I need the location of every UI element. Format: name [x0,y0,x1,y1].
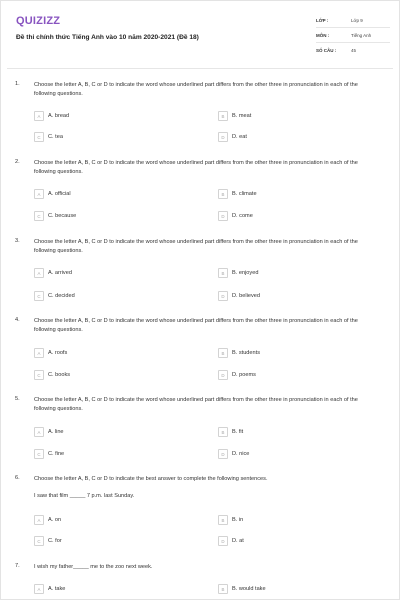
meta-row-class [316,13,390,28]
question-number: 7. [15,563,20,569]
option-d[interactable] [218,370,256,380]
option-text: A. arrived [48,270,72,276]
meta-key: LỚP : [316,17,329,23]
option-letter-box: A [34,189,44,199]
option-letter-box: A [34,111,44,121]
option-text: C. books [48,372,71,378]
option-text: A. line [48,429,64,435]
option-letter-box: B [218,348,228,358]
option-text: D. eat [232,134,247,140]
option-text: B. enjoyed [232,270,259,276]
option-a[interactable] [34,111,69,121]
option-text: A. bread [48,113,70,119]
question-number: 4. [15,317,20,323]
option-b[interactable] [218,584,266,594]
question-number: 6. [15,475,20,481]
option-c[interactable] [34,449,64,459]
option-text: D. come [232,213,253,219]
question-text: Choose the letter A, B, C or D to indicate the word whose underlined part differs from the other three in pronunciation in each of the following questions. [34,160,358,175]
question-text: Choose the letter A, B, C or D to indicate the best answer to complete the following sentences. [34,476,268,482]
question-number: 2. [15,159,20,165]
option-b[interactable] [218,515,243,525]
question-number: 5. [15,396,20,402]
question-number: 3. [15,238,20,244]
option-text: A. on [48,517,62,523]
option-d[interactable] [218,132,247,142]
option-text: B. fit [232,429,244,435]
option-a[interactable] [34,268,72,278]
option-d[interactable] [218,449,249,459]
meta-row-subject [316,28,390,43]
meta-value: 45 [351,48,357,53]
option-b[interactable] [218,268,258,278]
option-text: B. would take [232,586,266,592]
question-text: I wish my father_____ me to the zoo next week. [34,564,153,570]
option-text: D. poems [232,372,256,378]
option-letter-box: D [218,211,228,221]
option-c[interactable] [34,291,75,301]
question-text: Choose the letter A, B, C or D to indicate the word whose underlined part differs from the other three in pronunciation in each of the following questions. [34,82,358,97]
option-letter-box: A [34,427,44,437]
option-text: D. nice [232,451,250,457]
option-text: C. tea [48,134,63,140]
option-letter-box: B [218,584,228,594]
meta-table [316,13,390,58]
option-text: C. decided [48,293,75,299]
meta-row-count [316,43,390,58]
option-b[interactable] [218,111,251,121]
option-a[interactable] [34,427,64,437]
question-text: Choose the letter A, B, C or D to indicate the word whose underlined part differs from the other three in pronunciation in each of the following questions. [34,397,358,412]
meta-value: Lớp 9 [351,17,363,23]
option-c[interactable] [34,132,63,142]
option-letter-box: C [34,291,44,301]
option-letter-box: B [218,515,228,525]
option-b[interactable] [218,427,243,437]
option-letter-box: D [218,291,228,301]
quizizz-logo: QUIZIZZ [16,15,61,27]
option-b[interactable] [218,189,257,199]
option-letter-box: A [34,584,44,594]
option-text: B. in [232,517,244,523]
option-letter-box: D [218,132,228,142]
option-b[interactable] [218,348,260,358]
option-letter-box: C [34,132,44,142]
option-letter-box: A [34,348,44,358]
meta-value: Tiếng Anh [351,32,372,38]
meta-key: SỐ CÂU : [316,48,337,53]
option-letter-box: C [34,211,44,221]
option-text: B. students [232,350,260,356]
question-text: Choose the letter A, B, C or D to indicate the word whose underlined part differs from the other three in pronunciation in each of the following questions. [34,318,358,333]
option-letter-box: B [218,268,228,278]
option-letter-box: D [218,370,228,380]
question-number: 1. [15,81,20,87]
option-text: A. take [48,586,66,592]
option-text: A. roofs [48,350,68,356]
option-letter-box: D [218,536,228,546]
option-text: A. official [48,191,71,197]
option-text: C. for [48,538,62,544]
option-text: D. believed [232,293,260,299]
option-a[interactable] [34,189,71,199]
option-d[interactable] [218,536,244,546]
option-letter-box: A [34,515,44,525]
option-letter-box: A [34,268,44,278]
option-text: B. climate [232,191,257,197]
option-d[interactable] [218,211,253,221]
question-sentence: I saw that film _____ 7 p.m. last Sunday. [34,493,135,499]
option-d[interactable] [218,291,260,301]
option-letter-box: B [218,111,228,121]
option-letter-box: D [218,449,228,459]
question-text: Choose the letter A, B, C or D to indicate the word whose underlined part differs from the other three in pronunciation in each of the following questions. [34,239,358,254]
header-divider [7,68,393,69]
option-c[interactable] [34,536,62,546]
option-text: B. meat [232,113,252,119]
option-c[interactable] [34,211,76,221]
option-letter-box: C [34,536,44,546]
option-a[interactable] [34,348,67,358]
option-c[interactable] [34,370,70,380]
option-a[interactable] [34,584,65,594]
option-text: D. at [232,538,244,544]
option-letter-box: C [34,370,44,380]
option-letter-box: B [218,427,228,437]
meta-key: MÔN : [316,32,330,38]
option-letter-box: C [34,449,44,459]
option-text: C. fine [48,451,65,457]
option-text: C. because [48,213,77,219]
document-title: Đề thi chính thức Tiếng Anh vào 10 năm 2020-2021 (Đề 18) [16,34,199,41]
option-a[interactable] [34,515,61,525]
option-letter-box: B [218,189,228,199]
